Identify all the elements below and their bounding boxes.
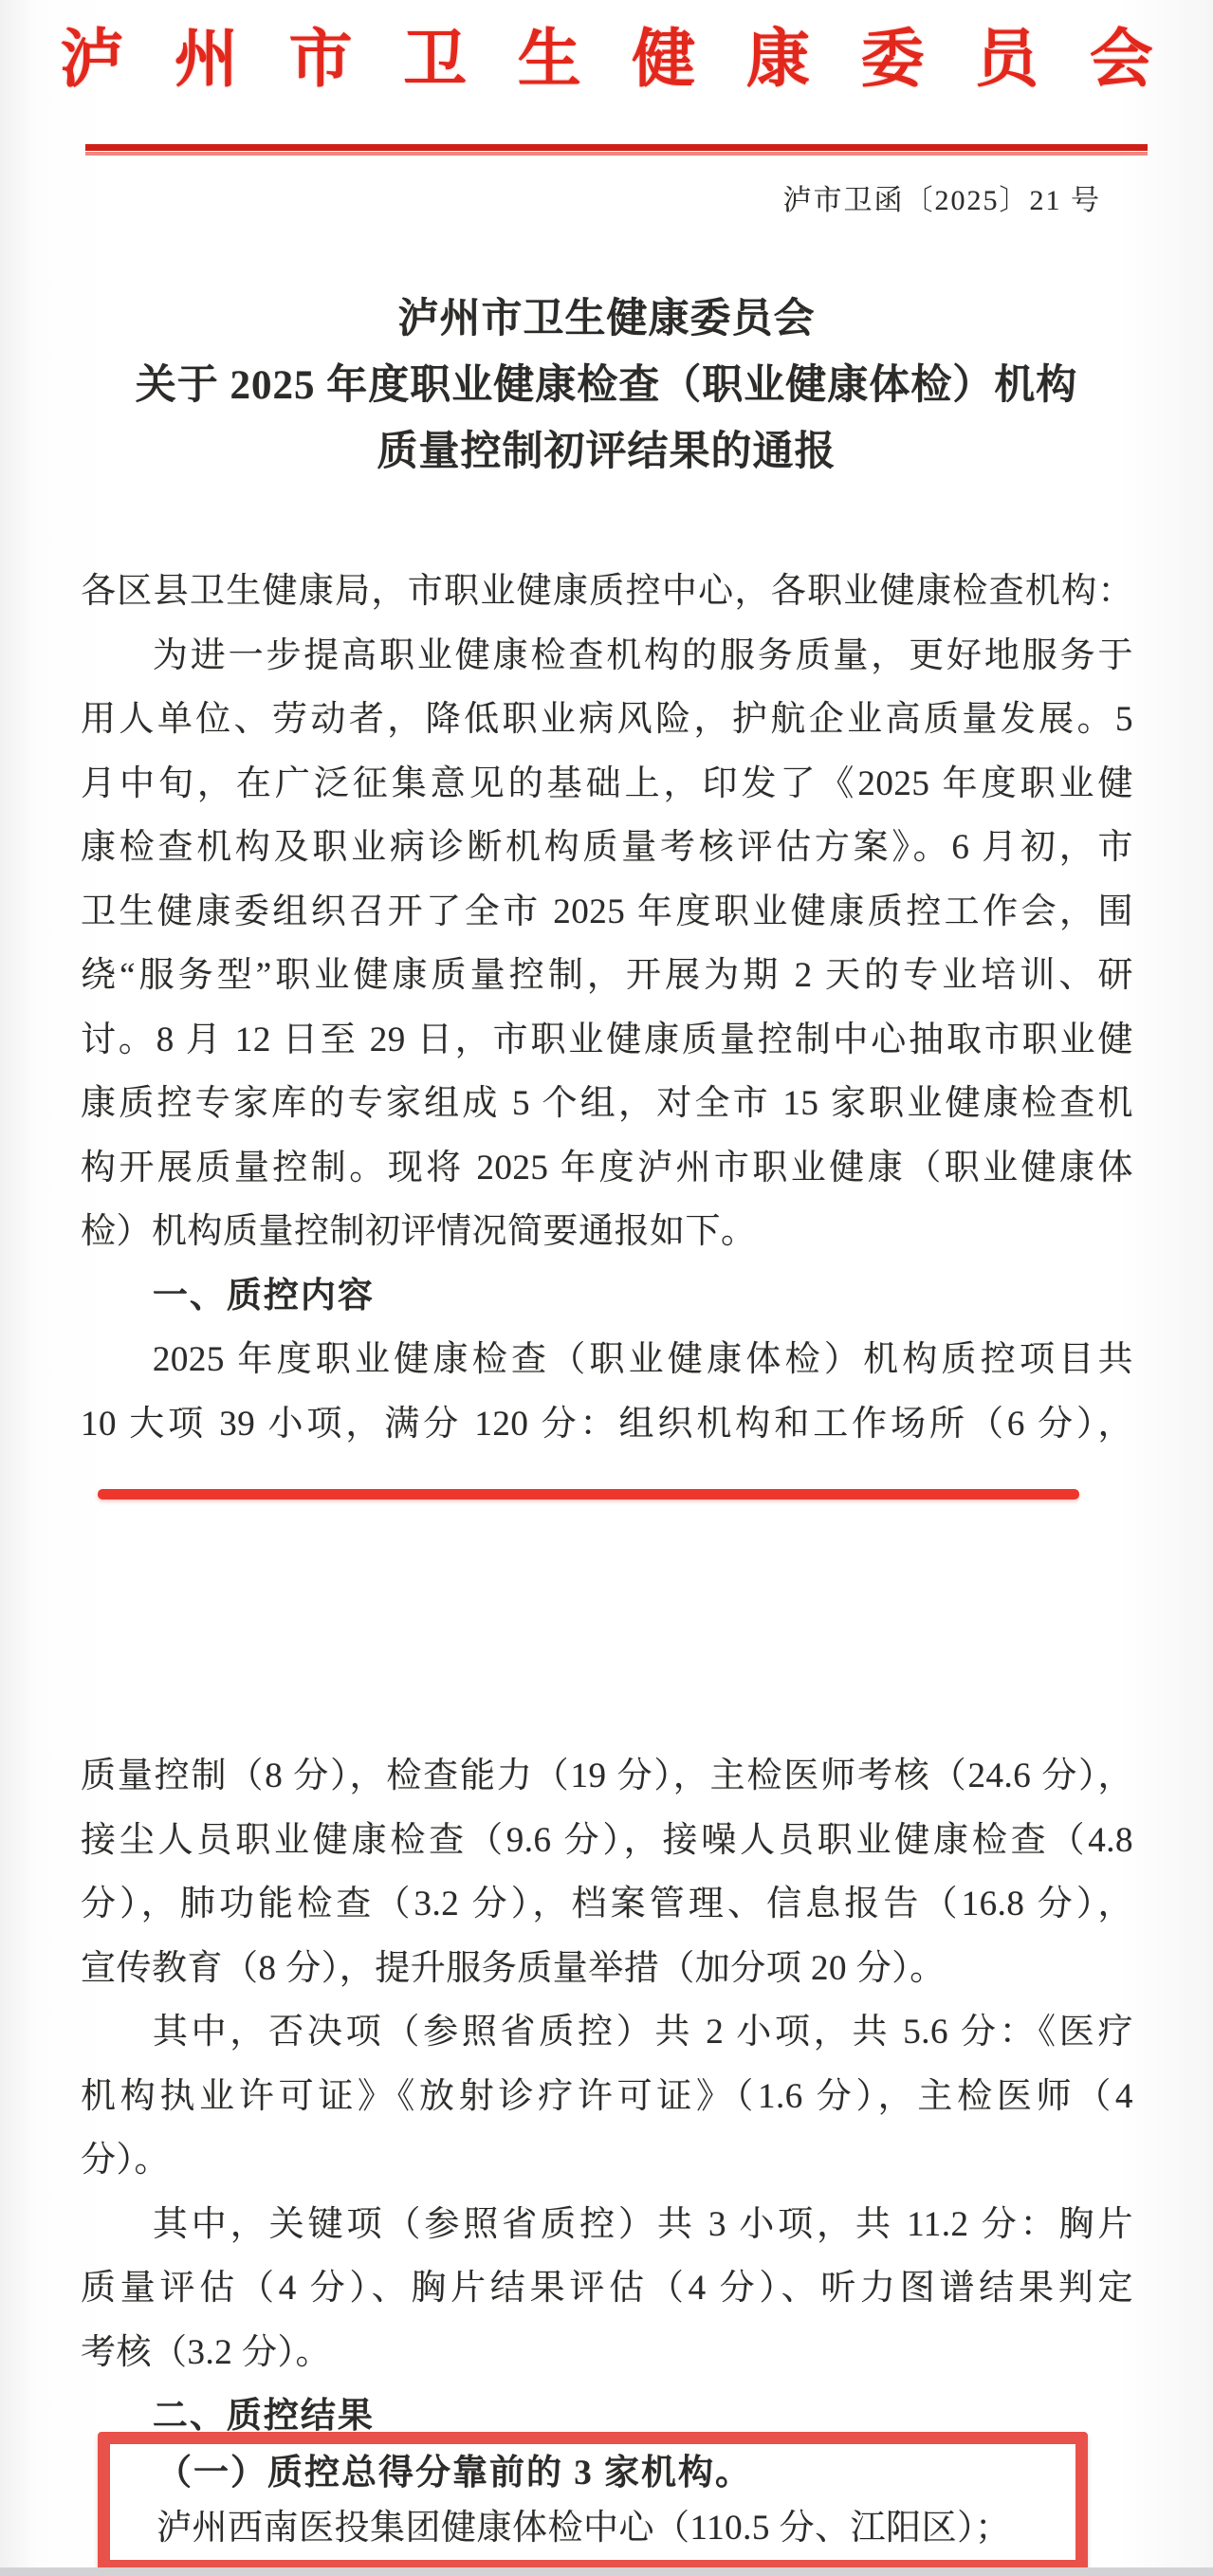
- highlight-box: [98, 2432, 1088, 2572]
- text-line: 宣传教育（8 分），提升服务质量举措（加分项 20 分）。: [81, 1948, 946, 1988]
- text-line: 构开展质量控制。现将 2025 年度泸州市职业健康（职业健康体: [81, 1148, 1133, 1187]
- text-line: 机构执业许可证》《放射诊疗许可证》（1.6 分），主检医师（4: [81, 2076, 1133, 2116]
- body-text-page1: [0, 560, 1213, 1456]
- text-line: 二、质控结果: [152, 2397, 375, 2436]
- document-number: 泸市卫函〔2025〕21 号: [782, 185, 1101, 216]
- text-line: 用人单位、劳动者，降低职业病风险，护航企业高质量发展。5: [81, 700, 1133, 739]
- header-double-rule: [85, 144, 1148, 156]
- text-line: 卫生健康委组织召开了全市 2025 年度职业健康质控工作会，围: [81, 892, 1133, 931]
- text-line: 康质控专家库的专家组成 5 个组，对全市 15 家职业健康检查机: [81, 1084, 1133, 1123]
- text-line: 各区县卫生健康局，市职业健康质控中心，各职业健康检查机构：: [81, 572, 1133, 611]
- document-title: [0, 286, 1213, 486]
- body-text-page2: [0, 1744, 1213, 2572]
- text-line: 讨。8 月 12 日至 29 日，市职业健康质量控制中心抽取市职业健: [81, 1020, 1133, 1059]
- org-header-title: 泸州市卫生健康委员会: [60, 25, 1204, 95]
- text-line: 康检查机构及职业病诊断机构质量考核评估方案》。6 月初，市: [81, 828, 1133, 867]
- document-title-line: 质量控制初评结果的通报: [377, 430, 836, 474]
- header-rule-dark: [85, 144, 1148, 151]
- bottom-edge-strip: [0, 2567, 1213, 2576]
- text-line: 绕“服务型”职业健康质量控制，开展为期 2 天的专业培训、研: [81, 956, 1133, 995]
- text-line: 其中，否决项（参照省质控）共 2 小项，共 5.6 分：《医疗: [152, 2013, 1133, 2052]
- page-break-red-line: [98, 1489, 1079, 1500]
- text-line: 分），肺功能检查（3.2 分），档案管理、信息报告（16.8 分），: [81, 1885, 1133, 1923]
- text-line: 10 大项 39 小项，满分 120 分：组织机构和工作场所（6 分），: [81, 1404, 1133, 1444]
- text-line: 泸州西南医投集团健康体检中心（110.5 分、江阳区）；: [156, 2508, 1011, 2548]
- text-line: （一）质控总得分靠前的 3 家机构。: [156, 2453, 752, 2493]
- text-line: 质量控制（8 分），检查能力（19 分），主检医师考核（24.6 分），: [81, 1757, 1133, 1795]
- text-line: 一、质控内容: [152, 1276, 375, 1316]
- text-line: 考核（3.2 分）。: [81, 2332, 331, 2372]
- text-line: 其中，关键项（参照省质控）共 3 小项，共 11.2 分：胸片: [152, 2204, 1133, 2244]
- text-line: 接尘人员职业健康检查（9.6 分），接噪人员职业健康检查（4.8: [81, 1820, 1133, 1860]
- document-title-line: 关于 2025 年度职业健康检查（职业健康体检）机构: [135, 363, 1078, 408]
- text-line: 检）机构质量控制初评情况简要通报如下。: [81, 1212, 757, 1251]
- text-line: 2025 年度职业健康检查（职业健康体检）机构质控项目共: [152, 1340, 1133, 1379]
- text-line: 为进一步提高职业健康检查机构的服务质量，更好地服务于: [152, 635, 1133, 675]
- text-line: 分）。: [81, 2141, 170, 2180]
- header-rule-light: [85, 152, 1148, 156]
- document-title-line: 泸州市卫生健康委员会: [397, 297, 816, 341]
- body-text-lines: [81, 1744, 1133, 2449]
- text-line: 质量评估（4 分）、胸片结果评估（4 分）、听力图谱结果判定: [81, 2269, 1133, 2308]
- text-line: 月中旬，在广泛征集意见的基础上，印发了《2025 年度职业健: [81, 764, 1133, 803]
